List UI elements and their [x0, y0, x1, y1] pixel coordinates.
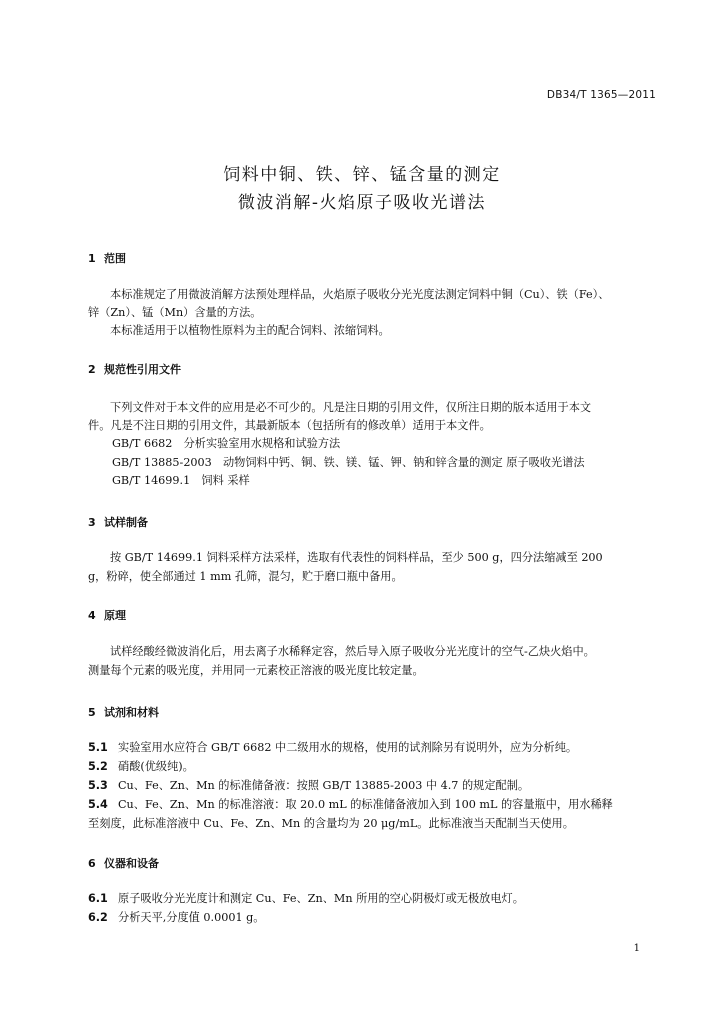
section-title: 试剂和材料 — [104, 706, 159, 719]
clause-line — [88, 892, 524, 906]
section-title: 范围 — [104, 252, 126, 265]
section-number: 1 — [88, 252, 96, 265]
clause-number: 5.3 — [88, 779, 108, 792]
page-number: 1 — [633, 943, 640, 954]
clause-number: 5.1 — [88, 741, 108, 754]
paragraph-line: 测量每个元素的吸光度，并用同一元素校正溶液的吸光度比较定量。 — [88, 664, 424, 677]
clause-line — [88, 779, 529, 793]
clause-text: Cu、Fe、Zn、Mn 的标准储备液：按照 GB/T 13885-2003 中 4.7 的规定配制。 — [118, 779, 530, 792]
clause-text: 分析天平,分度值 0.0001 g。 — [118, 911, 265, 924]
section-number: 3 — [88, 516, 96, 529]
document-title-line-2: 微波消解-火焰原子吸收光谱法 — [237, 193, 487, 213]
paragraph-line: 锌（Zn）、锰（Mn）含量的方法。 — [88, 306, 262, 319]
section-number: 6 — [88, 857, 96, 870]
clause-line — [88, 911, 264, 925]
section-title: 试样制备 — [104, 516, 148, 529]
clause-text: Cu、Fe、Zn、Mn 的标准溶液：取 20.0 mL 的标准储备液加入到 100 mL 的容量瓶中，用水稀释 — [118, 798, 613, 811]
paragraph-line: 至刻度，此标准溶液中 Cu、Fe、Zn、Mn 的含量均为 20 μg/mL。此标准液当天配制当天使用。 — [88, 817, 574, 830]
clause-text: 实验室用水应符合 GB/T 6682 中二级用水的规格，使用的试剂除另有说明外，应为分析纯。 — [118, 741, 578, 754]
standard-code: DB34/T 1365—2011 — [546, 89, 656, 101]
paragraph-line: 按 GB/T 14699.1 饲料采样方法采样，选取有代表性的饲料样品，至少 500 g，四分法缩减至 200 — [110, 551, 603, 564]
section-number: 2 — [88, 363, 96, 376]
section-heading-sample-preparation — [88, 514, 148, 530]
paragraph-line: 试样经酸经微波消化后，用去离子水稀释定容，然后导入原子吸收分光光度计的空气-乙炔火焰中。 — [110, 645, 595, 658]
clause-text: 硝酸(优级纯)。 — [118, 760, 194, 773]
paragraph-line: 本标准适用于以植物性原料为主的配合饲料、浓缩饲料。 — [110, 324, 390, 337]
clause-number: 5.4 — [88, 798, 108, 811]
paragraph-line: g，粉碎，使全部通过 1 mm 孔筛，混匀，贮于磨口瓶中备用。 — [88, 570, 403, 583]
clause-line — [88, 741, 577, 755]
section-title: 规范性引用文件 — [104, 363, 181, 376]
reference-item: GB/T 13885-2003 动物饲料中钙、铜、铁、镁、锰、钾、钠和锌含量的测定 原子吸收光谱法 — [112, 456, 585, 469]
section-heading-normative-references — [88, 361, 181, 377]
section-heading-scope — [88, 250, 126, 266]
section-number: 5 — [88, 706, 96, 719]
clause-text: 原子吸收分光光度计和测定 Cu、Fe、Zn、Mn 所用的空心阴极灯或无极放电灯。 — [118, 892, 524, 905]
paragraph-line: 本标准规定了用微波消解方法预处理样品，火焰原子吸收分光光度法测定饲料中铜（Cu）、铁（Fe）、 — [110, 288, 610, 301]
clause-number: 6.2 — [88, 911, 108, 924]
clause-number: 5.2 — [88, 760, 108, 773]
section-heading-reagents — [88, 704, 159, 720]
paragraph-line: 下列文件对于本文件的应用是必不可少的。凡是注日期的引用文件，仅所注日期的版本适用于本文 — [110, 401, 592, 414]
clause-line — [88, 760, 194, 774]
section-heading-principle — [88, 607, 126, 623]
section-title: 仪器和设备 — [104, 857, 159, 870]
section-title: 原理 — [104, 609, 126, 622]
clause-line — [88, 798, 613, 812]
section-number: 4 — [88, 609, 96, 622]
section-heading-apparatus — [88, 855, 159, 871]
document-title-line-1: 饲料中铜、铁、锌、锰含量的测定 — [223, 165, 501, 185]
reference-item: GB/T 14699.1 饲料 采样 — [112, 474, 250, 487]
clause-number: 6.1 — [88, 892, 108, 905]
paragraph-line: 件。凡是不注日期的引用文件，其最新版本（包括所有的修改单）适用于本文件。 — [88, 419, 491, 432]
reference-item: GB/T 6682 分析实验室用水规格和试验方法 — [112, 437, 341, 450]
